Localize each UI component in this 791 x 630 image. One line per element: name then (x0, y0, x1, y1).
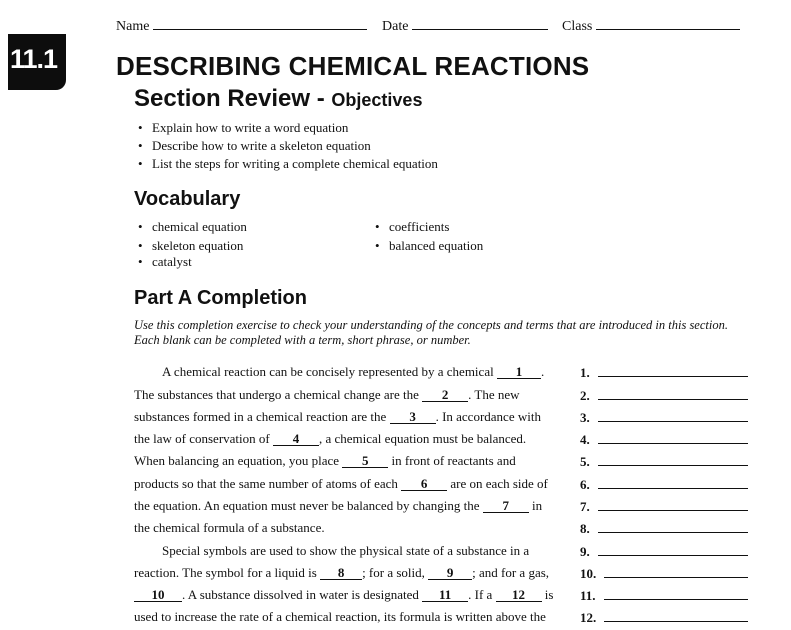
answer-number: 10. (580, 566, 597, 581)
answer-line[interactable] (598, 387, 748, 400)
date-input-line[interactable] (412, 17, 548, 30)
list-item: • Explain how to write a word equation (152, 120, 348, 136)
answer-line[interactable] (598, 453, 748, 466)
line-text: , a chemical equation must be balanced. (318, 431, 527, 446)
blank-1[interactable]: 1 (497, 365, 541, 379)
answer-number: 4. (580, 432, 590, 447)
paragraph-line (134, 387, 520, 403)
answer-row-10 (580, 565, 748, 582)
class-label: Class (562, 19, 593, 34)
answer-line[interactable] (598, 409, 748, 422)
answer-row-4 (580, 431, 748, 448)
line-text: . The new (468, 387, 520, 402)
answer-row-12 (580, 609, 748, 626)
answer-row-6 (580, 476, 748, 493)
blank-7[interactable]: 7 (483, 499, 529, 513)
date-field (382, 17, 548, 35)
line-text: is (541, 587, 554, 602)
line-text: Special symbols are used to show the physical state of a substance in a (162, 543, 530, 558)
blank-8[interactable]: 8 (320, 566, 362, 580)
answer-row-5 (580, 453, 748, 470)
line-text: in (528, 498, 543, 513)
line-text: . (540, 364, 545, 379)
line-text: the law of conservation of (134, 431, 273, 446)
answer-number: 2. (580, 388, 590, 403)
answer-row-3 (580, 409, 748, 426)
list-item: • Describe how to write a skeleton equation (152, 138, 371, 154)
line-text: the chemical formula of a substance. (134, 520, 325, 535)
answer-number: 11. (580, 588, 596, 603)
line-text: . If a (468, 587, 496, 602)
blank-6[interactable]: 6 (401, 477, 447, 491)
line-text: reaction. The symbol for a liquid is (134, 565, 321, 580)
answer-row-11 (580, 587, 748, 604)
answer-row-7 (580, 498, 748, 515)
blank-9[interactable]: 9 (428, 566, 472, 580)
blank-11[interactable]: 11 (422, 588, 468, 602)
name-field (116, 17, 367, 35)
answer-number: 9. (580, 544, 590, 559)
line-text: are on each side of (447, 476, 548, 491)
paragraph-line (134, 431, 526, 447)
name-label: Name (116, 19, 150, 34)
blank-2[interactable]: 2 (422, 388, 468, 402)
vocab-term: • catalyst (152, 254, 192, 270)
answer-row-8 (580, 520, 748, 537)
date-label: Date (382, 19, 409, 34)
answer-row-1 (580, 364, 748, 381)
answer-row-9 (580, 543, 748, 560)
answer-line[interactable] (598, 520, 748, 533)
blank-12[interactable]: 12 (496, 588, 542, 602)
part-a-heading: Part A Completion (134, 287, 307, 309)
paragraph-line (134, 409, 541, 425)
objectives-label: Objectives (331, 90, 423, 110)
instructions: Use this completion exercise to check your understanding of the concepts and terms that are introduced in this section. Each blank can be completed with a term, short phrase, or number. (134, 318, 728, 347)
paragraph-line (134, 520, 325, 536)
line-text: products so that the same number of atoms of each (134, 476, 402, 491)
answer-line[interactable] (598, 364, 748, 377)
line-text: ; for a solid, (362, 565, 429, 580)
paragraph-line (162, 543, 529, 559)
paragraph-line (134, 587, 553, 603)
vocabulary-heading: Vocabulary (134, 188, 241, 210)
vocab-term: • skeleton equation (152, 238, 243, 254)
line-text: When balancing an equation, you place (134, 453, 343, 468)
class-field (562, 17, 740, 35)
answer-number: 7. (580, 499, 590, 514)
section-review-heading (134, 85, 422, 113)
answer-line[interactable] (598, 543, 748, 556)
class-input-line[interactable] (596, 17, 740, 30)
line-text: The substances that undergo a chemical change are the (134, 387, 423, 402)
list-item: • List the steps for writing a complete chemical equation (152, 156, 438, 172)
chapter-tab (8, 34, 66, 90)
line-text: the equation. An equation must never be balanced by changing the (134, 498, 483, 513)
blank-10[interactable]: 10 (134, 588, 182, 602)
vocab-term: • balanced equation (389, 238, 483, 254)
section-review-label: Section Review - (134, 85, 325, 112)
name-input-line[interactable] (153, 17, 367, 30)
line-text: . In accordance with (435, 409, 541, 424)
line-text: ; and for a gas, (472, 565, 550, 580)
line-text: . A substance dissolved in water is designated (182, 587, 423, 602)
paragraph-line (134, 453, 516, 469)
answer-number: 1. (580, 365, 590, 380)
answer-number: 12. (580, 610, 597, 625)
chapter-number: 11.1 (10, 44, 58, 74)
line-text: used to increase the rate of a chemical reaction, its formula is written above the (134, 609, 546, 624)
paragraph-line (134, 609, 546, 625)
line-text: substances formed in a chemical reaction are the (134, 409, 390, 424)
paragraph-line (134, 476, 548, 492)
answer-line[interactable] (598, 476, 748, 489)
answer-line[interactable] (604, 609, 748, 622)
answer-line[interactable] (598, 431, 748, 444)
line-text: in front of reactants and (388, 453, 516, 468)
vocab-term: • coefficients (389, 219, 449, 235)
answer-line[interactable] (598, 498, 748, 511)
answer-number: 5. (580, 454, 590, 469)
page-title: DESCRIBING CHEMICAL REACTIONS (116, 51, 590, 81)
paragraph-line (162, 364, 544, 380)
line-text: A chemical reaction can be concisely represented by a chemical (162, 364, 497, 379)
blank-3[interactable]: 3 (390, 410, 436, 424)
answer-row-2 (580, 387, 748, 404)
paragraph-line (134, 565, 549, 581)
paragraph-line (134, 498, 542, 514)
blank-5[interactable]: 5 (342, 454, 388, 468)
answer-number: 3. (580, 410, 590, 425)
blank-4[interactable]: 4 (273, 432, 319, 446)
answer-line[interactable] (604, 565, 748, 578)
answer-number: 6. (580, 477, 590, 492)
vocab-term: • chemical equation (152, 219, 247, 235)
answer-number: 8. (580, 521, 590, 536)
answer-line[interactable] (604, 587, 748, 600)
